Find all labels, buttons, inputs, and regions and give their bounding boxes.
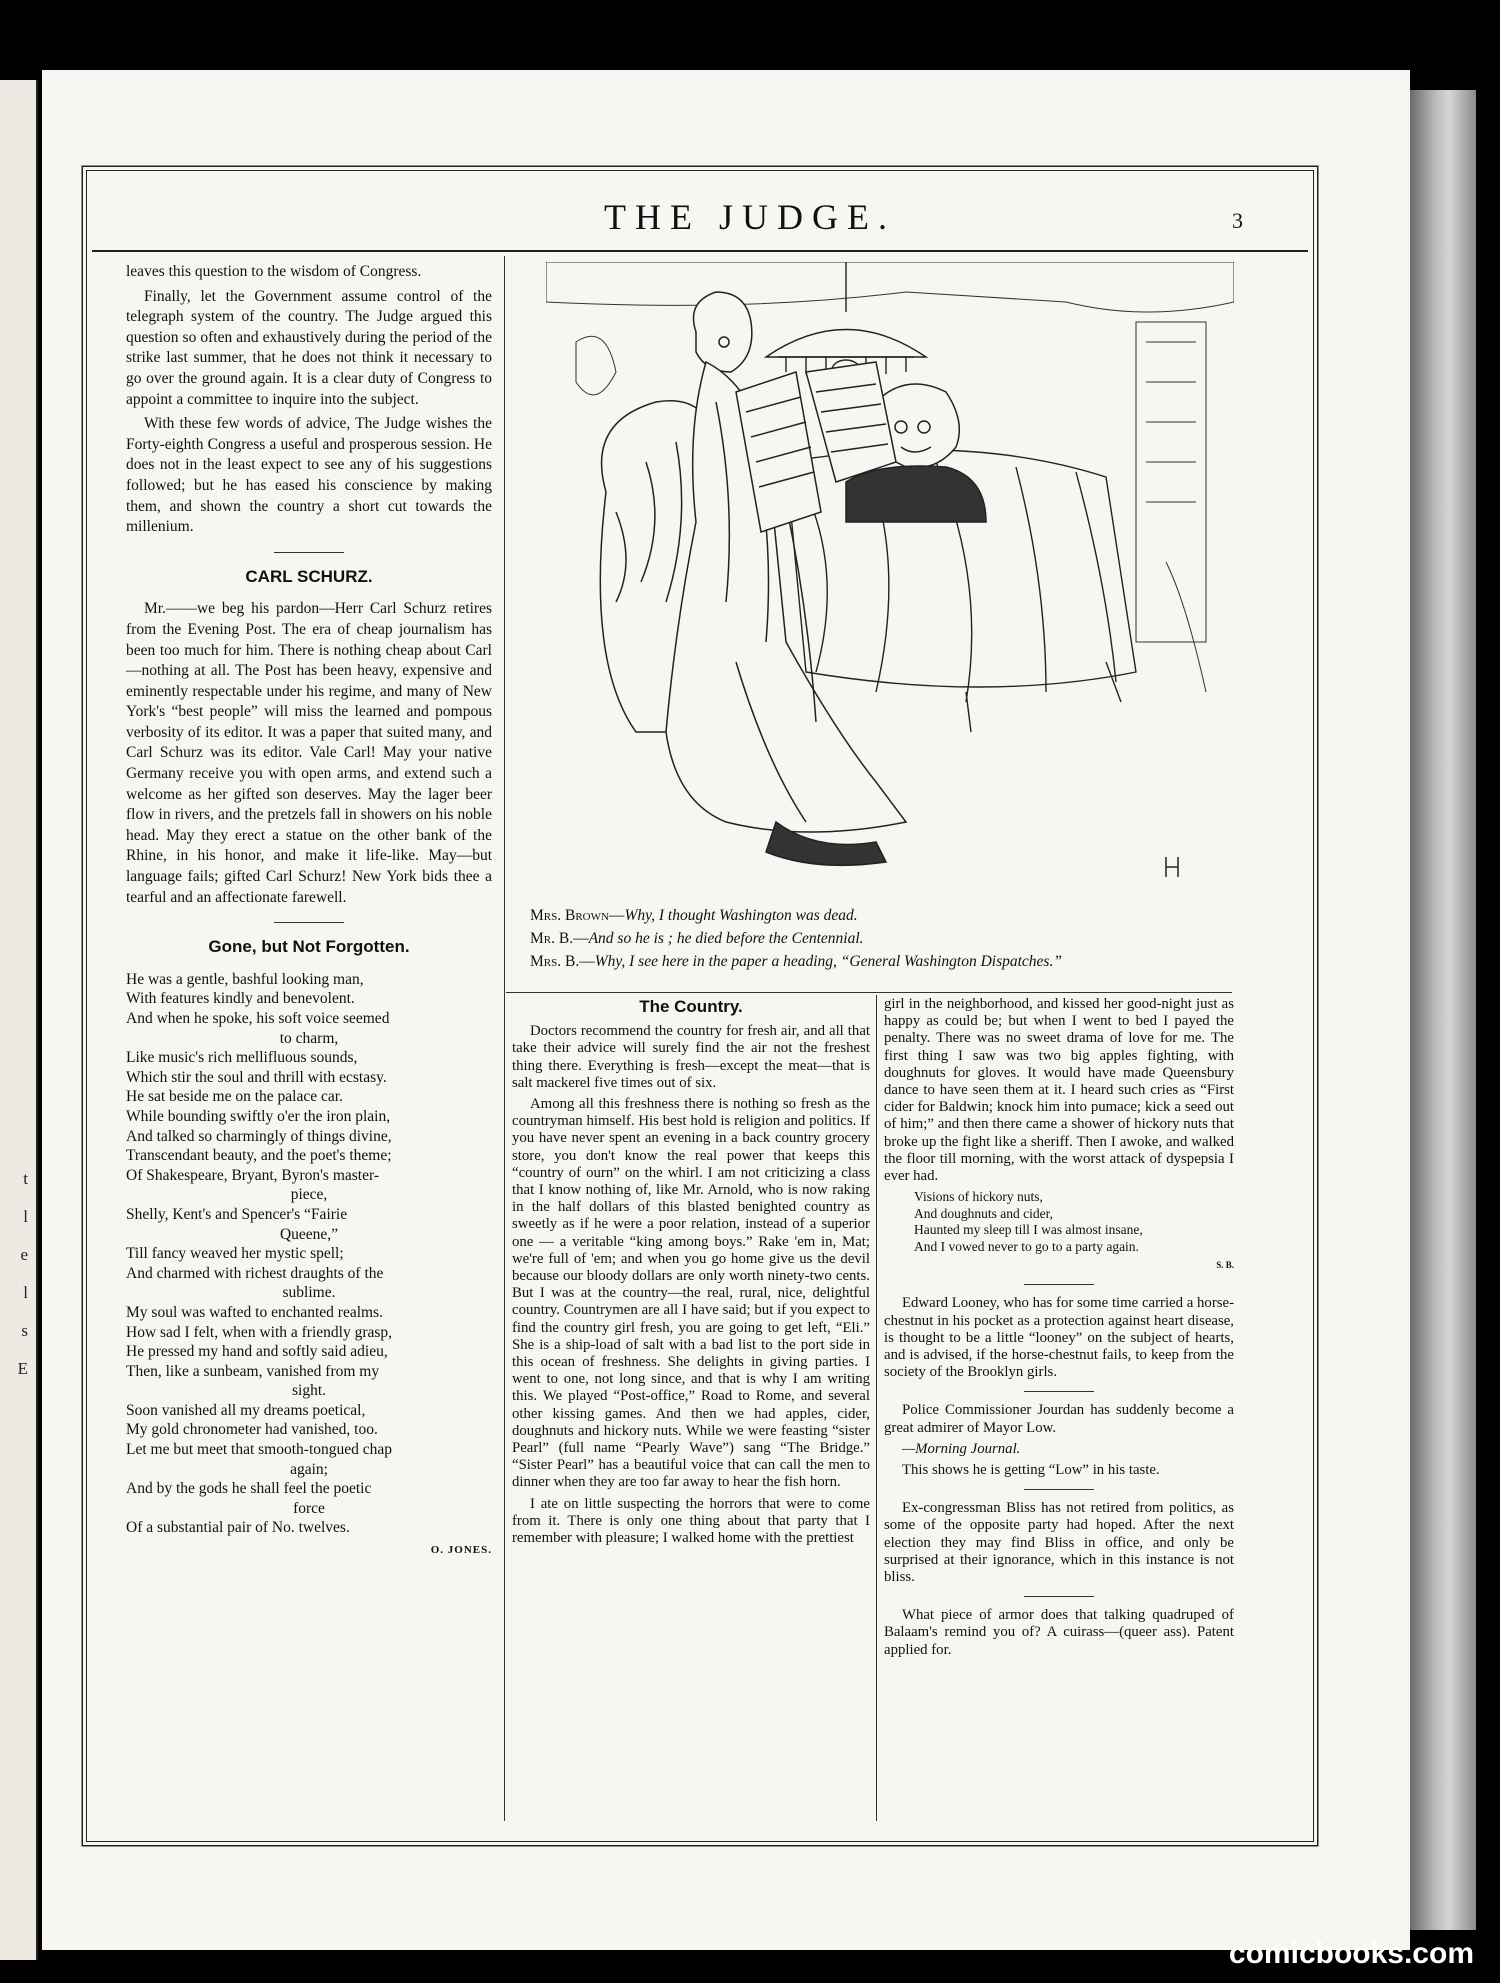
- poem-line: My gold chronometer had vanished, too.: [126, 1421, 378, 1439]
- caption-text: And so he is ; he died before the Centennial.: [588, 930, 864, 947]
- poem-line: And by the gods he shall feel the poetic: [126, 1480, 372, 1498]
- article-paragraph: Mr.——we beg his pardon—Herr Carl Schurz retires from the Evening Post. The era of cheap journalism has been too much for him. There is nothing cheap about Carl—nothing at all. The Post has been heavy, expensive and eminently respectable under his regime, and many of New York's “best people” will miss the learned and pompous verbosity of its editor. It was a paper that suited many, and Carl Schurz was its editor. Vale Carl! May your native Germany receive you with open arms, and extend such a welcome as her gifted son deserves. May the lager beer flow in rivers, and the pretzels fall in showers on his noble head. May they erect a statue on the other bank of the Rhine, in his honor, and make it life-like. May—but language fails; gifted Carl Schurz! New York bids thee a tearful and an affectionate farewell.: [126, 600, 492, 906]
- poem-heading: Gone, but Not Forgotten.: [208, 937, 410, 957]
- poem-line: And talked so charmingly of things divine,: [126, 1127, 392, 1145]
- poem-line: My soul was wafted to enchanted realms.: [126, 1303, 383, 1321]
- poem-line: And charmed with richest draughts of the: [126, 1264, 384, 1282]
- caption-line: [530, 950, 1250, 973]
- prev-letter: e: [20, 1245, 28, 1264]
- article-source: —Morning Journal.: [902, 1440, 1021, 1457]
- poem-line: While bounding swiftly o'er the iron plain,: [126, 1107, 391, 1125]
- poem-signature: O. JONES.: [430, 1544, 492, 1557]
- prev-letter: l: [23, 1283, 28, 1302]
- article-paragraph: Ex-congressman Bliss has not retired from politics, as some of the opposite party had hoped. After the next election they may find Bliss in office, and only be surprised at their ignorance, which in this instance is not bliss.: [884, 1500, 1234, 1586]
- poem-line: force: [293, 1499, 325, 1517]
- prev-letter: l: [23, 1207, 28, 1226]
- verse-line: Haunted my sleep till I was almost insane,: [914, 1222, 1143, 1238]
- prev-letter: s: [21, 1321, 28, 1340]
- poem-line: And when he spoke, his soft voice seemed: [126, 1010, 390, 1027]
- verse-signature: S. B.: [1216, 1260, 1234, 1271]
- short-rule: [1024, 1284, 1094, 1285]
- cartoon-drawing: [546, 262, 1234, 894]
- section-divider: [506, 992, 1232, 993]
- poem-line: to charm,: [279, 1029, 339, 1047]
- poem-line: Of a substantial pair of No. twelves.: [126, 1519, 350, 1537]
- page-stack-edge: [1410, 90, 1476, 1930]
- verse-line: And I vowed never to go to a party again.: [914, 1238, 1139, 1254]
- short-rule: [274, 922, 344, 923]
- poem-line: With features kindly and benevolent.: [126, 990, 355, 1008]
- page-number: 3: [1232, 208, 1243, 233]
- short-rule: [1024, 1489, 1094, 1490]
- caption-line: [530, 904, 1250, 927]
- poem-line: sight.: [291, 1382, 327, 1400]
- column-divider: [504, 256, 505, 1821]
- verse-line: And doughnuts and cider,: [914, 1205, 1053, 1221]
- poem-line: Which stir the soul and thrill with ecstasy.: [126, 1068, 387, 1086]
- poem-line: piece,: [290, 1186, 328, 1204]
- poem-line: He pressed my hand and softly said adieu,: [126, 1343, 388, 1361]
- article-paragraph: girl in the neighborhood, and kissed her good-night just as happy as could be; but when I went to bed I payed the penalty. There was no sweet drama of love for me. The first thing I saw was two big apples fighting, with doughnuts for gloves. It would have made Queensbury dance to have seen them at it. I heard such cries as “First cider for Baldwin; knock him into pumace; kick a seed out of him;” and then there came a shower of hickory nuts that broke up the fight like a sheriff. Then I awoke, and walked the floor till morning, with the worst attack of dyspepsia I ever had.: [884, 996, 1234, 1185]
- article-paragraph: leaves this question to the wisdom of Congress.: [126, 263, 422, 280]
- article-heading: CARL SCHURZ.: [245, 566, 373, 586]
- watermark: comicbooks.com: [1228, 1937, 1474, 1970]
- poem-line: He was a gentle, bashful looking man,: [126, 970, 364, 988]
- caption-text: Why, I see here in the paper a heading, “General Washington Dispatches.”: [594, 953, 1062, 970]
- caption-speaker: Mr. B.—: [530, 930, 589, 947]
- masthead-title: THE JUDGE.: [604, 197, 896, 237]
- poem-line: Till fancy weaved her mystic spell;: [126, 1245, 344, 1263]
- article-paragraph: This shows he is getting “Low” in his taste.: [902, 1462, 1160, 1479]
- poem-line: Let me but meet that smooth-tongued chap: [126, 1441, 393, 1459]
- caption-text: Why, I thought Washington was dead.: [624, 907, 858, 924]
- short-rule: [1024, 1391, 1094, 1392]
- column-divider: [876, 995, 877, 1821]
- poem-line: Soon vanished all my dreams poetical,: [126, 1401, 366, 1419]
- previous-page-edge: [0, 80, 38, 1960]
- prev-letter: t: [23, 1169, 28, 1188]
- caption-speaker: Mrs. Brown—: [530, 907, 625, 924]
- short-rule: [274, 552, 344, 553]
- poem-line: sublime.: [282, 1284, 336, 1302]
- poem-line: Of Shakespeare, Bryant, Byron's master-: [126, 1166, 379, 1184]
- article-paragraph: Edward Looney, who has for some time carried a horse-chestnut in his pocket as a protection against heart disease, is thought to be a little “looney” on the subject of hearts, and is advised, if the horse-chestnut fails, to keep from the society of the Brooklyn girls.: [884, 1295, 1234, 1381]
- poem-line: Queene,”: [279, 1225, 339, 1243]
- column-2: [512, 994, 870, 1551]
- column-3: [884, 996, 1234, 1663]
- masthead-rule: [92, 250, 1308, 252]
- poem-line: Like music's rich mellifluous sounds,: [126, 1049, 358, 1067]
- poem: [126, 970, 492, 1538]
- article-paragraph: Among all this freshness there is nothing so fresh as the countryman himself. His best hold is religion and politics. If you have never spent an evening in a back country grocery store, you don't know the real power that keeps this “country of ourn” on the whirl. I am not criticizing a class that I know nothing of, like Mr. Arnold, who is now raking in the half dollars of this blasted benighted country as sweetly as if he were a poor relation, instead of a superior one — a veritable “king among boys.” Rake 'em in, Mat; we're full of 'em; and when you go home give us the devil because our bloody dollars are only worth ninety-two cents. But I was at the country—the real, rural, nice, delightful country. Countrymen are all I have said; but if you expect to find the country girl fresh, you are going to get left, “Eli.” She is a ship-load of salt with a bad list to the port side in this ocean of freshness. She delights in giving parties. I went to one, not long since, and that is why I am writing this. We played “Post-office,” Road to Rome, and several other kissing games. And then we had apples, cider, doughnuts and hickory nuts. While we were feasting “sister Pearl” (full name “Pearly Wave”) sang “The Bridge.” “Sister Pearl” has a beautiful voice that can call the men to dinner when they are too far away to hear the fish horn.: [512, 1096, 870, 1491]
- article-paragraph: Finally, let the Government assume control of the telegraph system of the country. The Judge argued this question so often and exhaustively during the period of the strike last summer, that he does not think it necessary to go over the ground again. It is a clear duty of Congress to appoint a committee to inquire into the subject.: [126, 287, 492, 408]
- poem-line: Shelly, Kent's and Spencer's “Fairie: [126, 1205, 348, 1223]
- column-1: [126, 262, 492, 1561]
- poem-line: Transcendant beauty, and the poet's theme;: [126, 1147, 392, 1165]
- article-paragraph: Doctors recommend the country for fresh air, and all that take their advice will surely find the air not the freshest thing there. Everything is fresh—except the meat—that is salt mackerel five times out of six.: [512, 1023, 870, 1091]
- poem-line: Then, like a sunbeam, vanished from my: [126, 1362, 380, 1380]
- caption-line: [530, 927, 1250, 950]
- cartoon-illustration: [546, 262, 1234, 894]
- article-paragraph: Police Commissioner Jourdan has suddenly become a great admirer of Mayor Low.: [884, 1402, 1234, 1436]
- verse-line: Visions of hickory nuts,: [914, 1189, 1043, 1205]
- short-rule: [1024, 1596, 1094, 1597]
- article-heading: The Country.: [639, 997, 743, 1016]
- verse: [884, 1189, 1234, 1255]
- poem-line: How sad I felt, when with a friendly grasp,: [126, 1323, 393, 1341]
- poem-line: He sat beside me on the palace car.: [126, 1088, 343, 1106]
- cartoon-caption: [530, 904, 1250, 973]
- previous-page-letters: [4, 1160, 28, 1388]
- article-paragraph: I ate on little suspecting the horrors that were to come from it. There is only one thing about that party that I remember with pleasure; I walked home with the prettiest: [512, 1495, 870, 1547]
- article-paragraph: What piece of armor does that talking quadruped of Balaam's remind you of? A cuirass—(queer ass). Patent applied for.: [884, 1607, 1234, 1658]
- article-paragraph: With these few words of advice, The Judge wishes the Forty-eighth Congress a useful and prosperous session. He does not in the least expect to see any of his suggestions followed; but he has eased his conscience by making them, and shown the country a short cut towards the millenium.: [126, 415, 492, 536]
- caption-speaker: Mrs. B.—: [530, 953, 595, 970]
- poem-line: again;: [290, 1460, 328, 1478]
- prev-letter: E: [17, 1359, 28, 1378]
